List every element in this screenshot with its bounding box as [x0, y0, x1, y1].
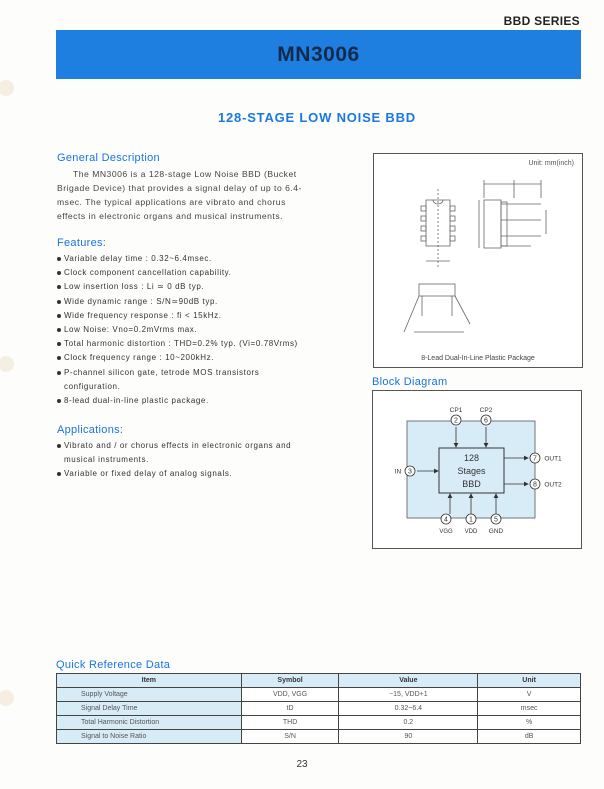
- description-line: Brigade Device) that provides a signal delay of up to 6.4-: [57, 183, 302, 193]
- general-description-text: [57, 167, 309, 223]
- subtitle: 128-STAGE LOW NOISE BBD: [217, 110, 416, 125]
- cell-unit: dB: [478, 730, 581, 744]
- features-list: [57, 252, 357, 408]
- list-item: Low insertion loss : Li ≃ 0 dB typ.: [57, 280, 357, 294]
- pin-number: 2: [454, 417, 458, 425]
- package-outline-drawing: [374, 154, 582, 344]
- title-banner: [56, 30, 581, 79]
- list-item: Vibrato and / or chorus effects in electronic organs and musical instruments.: [57, 439, 357, 467]
- pin-number: 8: [533, 481, 537, 489]
- list-item: Clock frequency range : 10~200kHz.: [57, 351, 357, 365]
- list-item: Variable delay time : 0.32~6.4msec.: [57, 252, 357, 266]
- list-item: P-channel silicon gate, tetrode MOS transistors configuration.: [57, 366, 357, 394]
- column-header: Item: [57, 674, 242, 688]
- unit-label: Unit: mm(inch): [528, 160, 574, 167]
- core-label: BBD: [462, 479, 481, 489]
- description-line: The MN3006 is a 128-stage Low Noise BBD (Bucket: [73, 169, 297, 179]
- core-label: Stages: [457, 466, 486, 476]
- applications-heading: Applications:: [57, 424, 124, 436]
- column-header: Symbol: [241, 674, 339, 688]
- pin-label-vdd: VDD: [464, 529, 478, 535]
- cell-value: 0.2: [339, 716, 478, 730]
- column-header: Unit: [478, 674, 581, 688]
- description-line: msec. The typical applications are vibrato and chorus: [57, 197, 286, 207]
- cell-unit: V: [478, 688, 581, 702]
- list-item: 8-lead dual-in-line plastic package.: [57, 394, 357, 408]
- features-heading: Features:: [57, 237, 107, 249]
- pin-label-cp2: CP2: [479, 407, 493, 414]
- cell-item: Total Harmonic Distortion: [57, 716, 242, 730]
- pin-number: 3: [408, 468, 412, 476]
- pin-number: 6: [484, 417, 488, 425]
- part-number: MN3006: [277, 42, 360, 66]
- cell-unit: msec: [478, 702, 581, 716]
- binder-hole: [0, 690, 14, 706]
- cell-item: Supply Voltage: [57, 688, 242, 702]
- pin-label-cp1: CP1: [449, 407, 463, 414]
- cell-symbol: VDD, VGG: [241, 688, 339, 702]
- applications-list: [57, 439, 357, 482]
- general-description-heading: General Description: [57, 152, 160, 164]
- core-label: 128: [463, 453, 480, 463]
- list-item: Wide dynamic range : S/N≃90dB typ.: [57, 295, 357, 309]
- block-diagram-heading: Block Diagram: [372, 376, 448, 388]
- block-diagram: [372, 390, 582, 549]
- pin-number: 1: [469, 516, 473, 524]
- list-item: Wide frequency response : fi < 15kHz.: [57, 309, 357, 323]
- page-number: 23: [296, 759, 308, 770]
- table-row: [57, 730, 581, 744]
- pin-label-out2: OUT2: [544, 481, 562, 489]
- table-header-row: [57, 674, 581, 688]
- list-item: Total harmonic distortion : THD=0.2% typ. (Vi=0.78Vrms): [57, 337, 357, 351]
- column-header: Value: [339, 674, 478, 688]
- block-diagram-svg: [373, 391, 581, 548]
- pin-label-out1: OUT1: [544, 455, 562, 463]
- quick-reference-heading: Quick Reference Data: [56, 659, 171, 671]
- pin-label-in: IN: [394, 468, 402, 476]
- package-caption: 8-Lead Dual-In-Line Plastic Package: [421, 355, 535, 362]
- binder-hole: [0, 80, 14, 96]
- table-row: [57, 688, 581, 702]
- pin-label-gnd: GND: [488, 528, 504, 535]
- cell-item: Signal to Noise Ratio: [57, 730, 242, 744]
- quick-reference-table: [56, 673, 581, 744]
- binder-hole: [0, 356, 14, 372]
- pin-number: 5: [494, 516, 498, 524]
- cell-value: 90: [339, 730, 478, 744]
- list-item: Clock component cancellation capability.: [57, 266, 357, 280]
- pin-number: 4: [444, 516, 448, 524]
- description-line: effects in electronic organs and musical instruments.: [57, 211, 284, 221]
- series-label: BBD SERIES: [503, 14, 580, 28]
- cell-value: −15, VDD+1: [339, 688, 478, 702]
- table-row: [57, 716, 581, 730]
- cell-value: 0.32~6.4: [339, 702, 478, 716]
- list-item: Low Noise: Vno=0.2mVrms max.: [57, 323, 357, 337]
- cell-unit: %: [478, 716, 581, 730]
- cell-item: Signal Delay Time: [57, 702, 242, 716]
- package-drawing: [373, 153, 583, 368]
- pin-label-vgg: VGG: [439, 529, 453, 535]
- cell-symbol: THD: [241, 716, 339, 730]
- table-row: [57, 702, 581, 716]
- list-item: Variable or fixed delay of analog signals.: [57, 467, 357, 481]
- pin-number: 7: [533, 455, 537, 463]
- cell-symbol: tD: [241, 702, 339, 716]
- cell-symbol: S/N: [241, 730, 339, 744]
